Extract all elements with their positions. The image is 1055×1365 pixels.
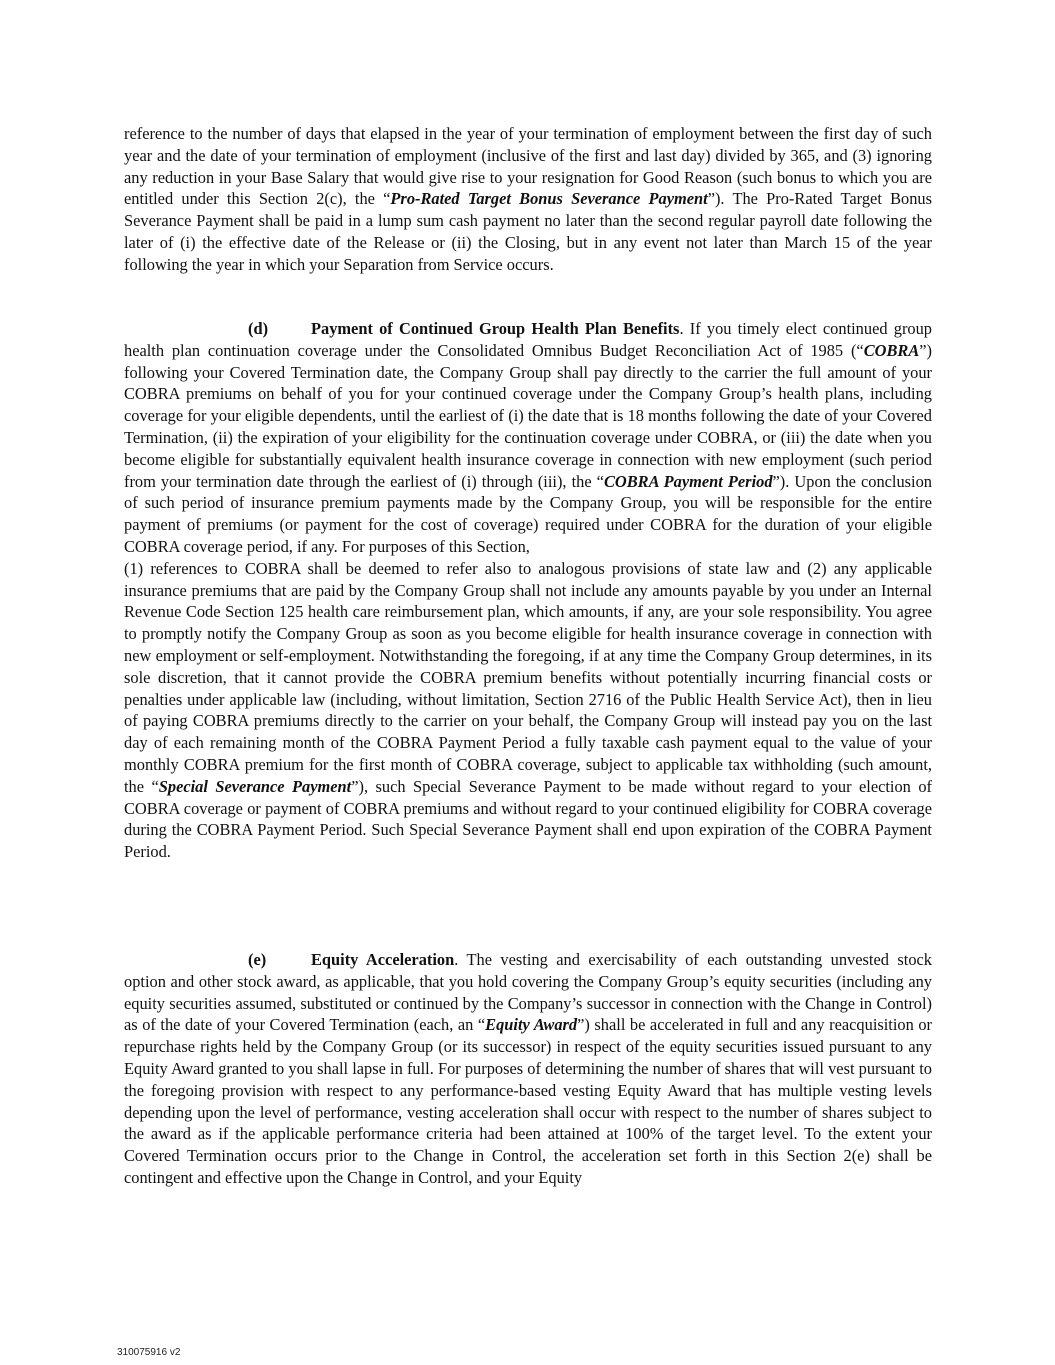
- paragraph-c-continuation: [124, 123, 932, 276]
- section-heading-cobra-benefits: Payment of Continued Group Health Plan Benefits: [311, 319, 680, 338]
- document-footer-id: 310075916 v2: [117, 1347, 181, 1358]
- paragraph-c-text-2: ”). The Pro-Rated Target Bonus Severance Payment shall be paid in a lump sum cash payment no later than the second regular payroll date following the later of (i) the effective date of the Release or (ii) the Closing, but in any event not later than March 15 of the year following the year in which your Separation from Service occurs.: [124, 189, 932, 274]
- paragraph-c-text-1: reference to the number of days that elapsed in the year of your termination of employment between the first day of such year and the date of your termination of employment (inclusive of the first and last day) divided by 365, and (3) ignoring any reduction in your Base Salary that would give rise to your resignation for Good Reason (such bonus to which you are entitled under this Section 2(c), the “: [124, 124, 932, 209]
- paragraph-d: [124, 318, 932, 863]
- paragraph-d-text-1: . If you timely elect continued group health plan continuation coverage under the Consolidated Omnibus Budget Reconciliation Act of 1985 (“: [124, 319, 932, 360]
- paragraph-e-text-1: . The vesting and exercisability of each outstanding unvested stock option and other stock award, as applicable, that you hold covering the Company Group’s equity securities (including any equity securities assumed, substituted or continued by the Company’s successor in connection with the Change in Control) as of the date of your Covered Termination (each, an “: [124, 950, 932, 1035]
- defined-term-cobra-payment-period: COBRA Payment Period: [603, 471, 773, 491]
- paragraph-e-text-2: ”) shall be accelerated in full and any reacquisition or repurchase rights held by the Company Group (or its successor) in respect of the equity securities issued pursuant to any Equity Award granted to you shall lapse in full. For purposes of determining the number of shares that will vest pursuant to the foregoing provision with respect to any performance-based vesting Equity Award that has multiple vesting levels depending upon the level of performance, vesting acceleration shall occur with respect to the number of shares subject to the award as if the applicable performance criteria had been attained at 100% of the target level. To the extent your Covered Termination occurs prior to the Change in Control, the acceleration set forth in this Section 2(e) shall be contingent and effective upon the Change in Control, and your Equity: [124, 1015, 932, 1187]
- paragraph-e: [124, 949, 932, 1189]
- defined-term-special-severance-payment: Special Severance Payment: [158, 776, 352, 796]
- paragraph-d-text-4: (1) references to COBRA shall be deemed to refer also to analogous provisions of state law and (2) any applicable insurance premiums that are paid by the Company Group shall not include any amounts payable by you under an Internal Revenue Code Section 125 health care reimbursement plan, which amounts, if any, are your sole responsibility. You agree to promptly notify the Company Group as soon as you become eligible for health insurance coverage in connection with new employment or self-employment. Notwithstanding the foregoing, if at any time the Company Group determines, in its sole discretion, that it cannot provide the COBRA premium benefits without potentially incurring financial costs or penalties under applicable law (including, without limitation, Section 2716 of the Public Health Service Act), then in lieu of paying COBRA premiums directly to the carrier on your behalf, the Company Group will instead pay you on the last day of each remaining month of the COBRA Payment Period a fully taxable cash payment equal to the value of your monthly COBRA premium for the first month of COBRA coverage, subject to applicable tax withholding (such amount, the “: [124, 558, 932, 796]
- paragraph-d-text-3: ”). Upon the conclusion of such period of insurance premium payments made by the Company Group, you will be responsible for the entire payment of premiums (or payment for the cost of coverage) required under COBRA for the duration of your eligible COBRA coverage period, if any. For purposes of this Section,: [124, 471, 932, 556]
- section-label-e: (e): [248, 950, 267, 969]
- defined-term-equity-award: Equity Award: [485, 1015, 578, 1035]
- defined-term-cobra: COBRA: [863, 340, 920, 360]
- paragraph-d-text-2: ”) following your Covered Termination date, the Company Group shall pay directly to the carrier the full amount of your COBRA premiums on behalf of you for your continued coverage under the Company Group’s health plans, including coverage for your eligible dependents, until the earliest of (i) the date that is 18 months following the date of your Covered Termination, (ii) the expiration of your eligibility for the continuation coverage under COBRA, or (iii) the date when you become eligible for substantially equivalent health insurance coverage in connection with new employment (such period from your termination date through the earliest of (i) through (iii), the “: [124, 340, 932, 491]
- section-label-d: (d): [248, 319, 269, 338]
- section-heading-equity-acceleration: Equity Acceleration: [311, 950, 455, 969]
- paragraph-d-text-5: ”), such Special Severance Payment to be made without regard to your election of COBRA coverage or payment of COBRA premiums and without regard to your continued eligibility for COBRA coverage during the COBRA Payment Period. Such Special Severance Payment shall end upon expiration of the COBRA Payment Period.: [124, 776, 932, 862]
- defined-term-pro-rated-target-bonus: Pro-Rated Target Bonus Severance Payment: [390, 189, 708, 209]
